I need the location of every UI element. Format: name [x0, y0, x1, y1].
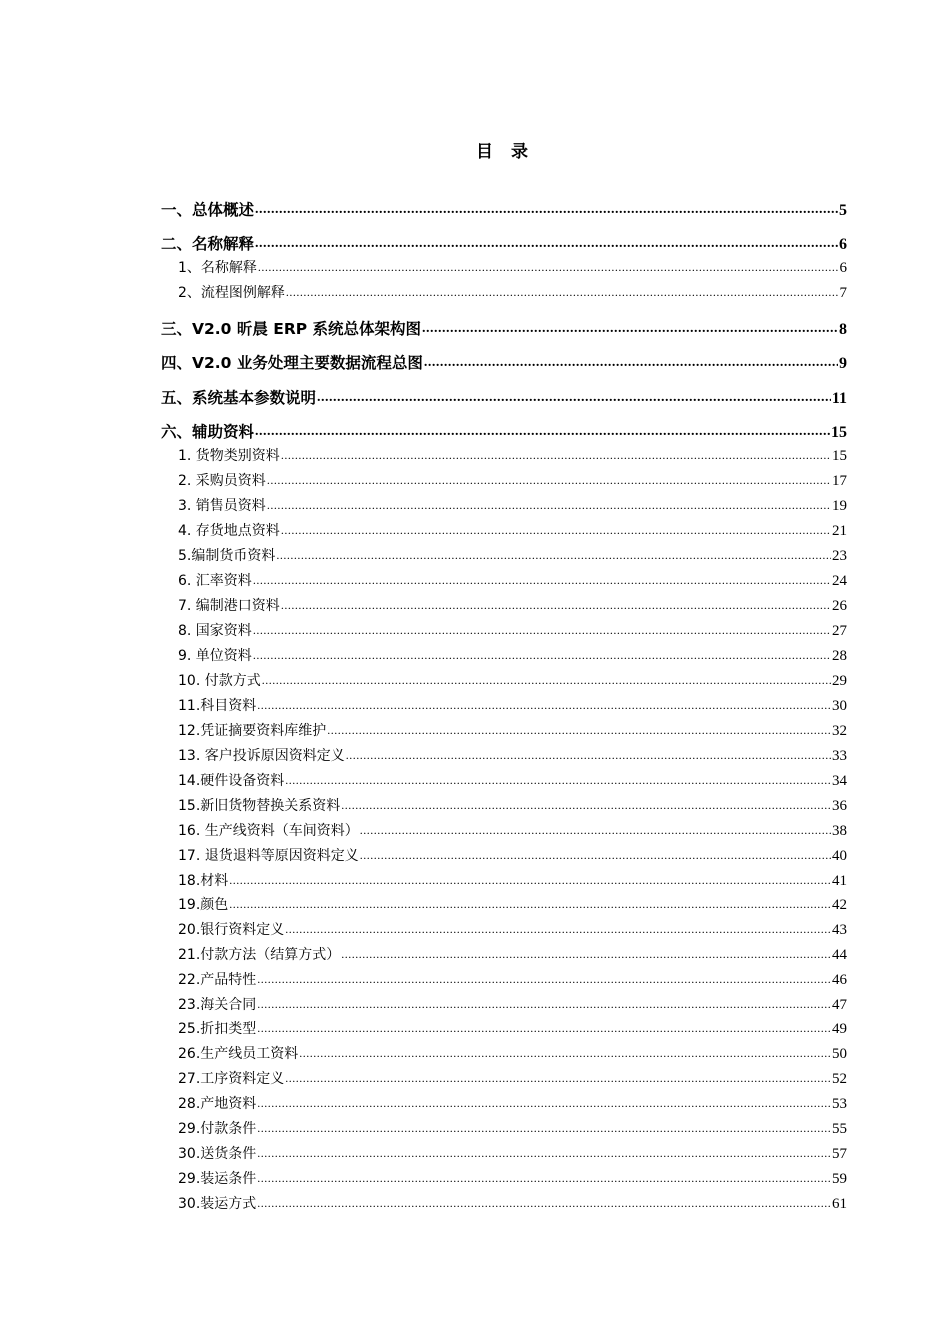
toc-entry[interactable] — [178, 545, 847, 565]
toc-entry-page-number: 26 — [832, 598, 847, 614]
toc-entry[interactable] — [178, 670, 847, 690]
toc-entry-page-number: 29 — [832, 673, 847, 689]
toc-entry-page-number: 42 — [832, 897, 847, 913]
toc-entry-label: 27.工序资料定义 — [178, 1071, 285, 1087]
toc-entry[interactable] — [178, 445, 847, 465]
toc-entry[interactable] — [161, 232, 847, 254]
toc-dot-leader — [257, 1119, 831, 1133]
toc-entry-label: 7. 编制港口资料 — [178, 598, 280, 614]
toc-entry[interactable] — [161, 351, 847, 373]
toc-entry[interactable] — [178, 520, 847, 540]
toc-entry[interactable] — [178, 695, 847, 715]
toc-entry[interactable] — [178, 1168, 847, 1188]
toc-dot-leader — [281, 521, 831, 535]
toc-entry[interactable] — [178, 495, 847, 515]
toc-entry-label: 二、名称解释 — [161, 235, 255, 253]
toc-entry[interactable] — [178, 1068, 847, 1088]
toc-entry-page-number: 21 — [832, 523, 847, 539]
toc-entry[interactable] — [178, 620, 847, 640]
toc-dot-leader — [281, 596, 831, 610]
toc-entry-label: 26.生产线员工资料 — [178, 1046, 299, 1062]
toc-entry[interactable] — [178, 720, 847, 740]
toc-entry-label: 9. 单位资料 — [178, 648, 252, 664]
toc-entry[interactable] — [161, 198, 847, 220]
toc-dot-leader — [257, 1144, 831, 1158]
toc-entry-page-number: 28 — [832, 648, 847, 664]
toc-entry[interactable] — [178, 257, 847, 277]
toc-dot-leader — [281, 446, 831, 460]
toc-entry-page-number: 34 — [832, 773, 847, 789]
toc-entry-page-number: 46 — [832, 972, 847, 988]
toc-entry-page-number: 50 — [832, 1046, 847, 1062]
toc-entry[interactable] — [178, 820, 847, 840]
toc-entry-label: 5.编制货币资料 — [178, 548, 276, 564]
toc-entry-label: 六、辅助资料 — [161, 423, 255, 441]
toc-dot-leader — [360, 821, 831, 835]
toc-entry[interactable] — [161, 420, 847, 442]
toc-dot-leader — [346, 746, 831, 760]
toc-dot-leader — [255, 422, 830, 438]
toc-entry-label: 23.海关合同 — [178, 997, 257, 1013]
toc-entry-label: 18.材料 — [178, 873, 229, 889]
toc-entry-label: 22.产品特性 — [178, 972, 257, 988]
toc-entry-page-number: 6 — [839, 236, 847, 253]
toc-entry-page-number: 6 — [839, 260, 847, 276]
toc-entry-page-number: 9 — [839, 355, 847, 372]
toc-entry-label: 2、流程图例解释 — [178, 285, 285, 301]
toc-dot-leader — [229, 871, 831, 885]
toc-entry[interactable] — [178, 994, 847, 1014]
toc-dot-leader — [257, 1094, 831, 1108]
toc-entry[interactable] — [178, 570, 847, 590]
toc-dot-leader — [285, 920, 831, 934]
toc-entry-page-number: 15 — [831, 424, 847, 441]
toc-entry-page-number: 17 — [832, 473, 847, 489]
toc-entry-page-number: 33 — [832, 748, 847, 764]
toc-entry-label: 4. 存货地点资料 — [178, 523, 280, 539]
toc-dot-leader — [285, 1069, 831, 1083]
toc-entry-label: 1、名称解释 — [178, 260, 257, 276]
toc-entry[interactable] — [178, 845, 847, 865]
toc-entry-page-number: 41 — [832, 873, 847, 889]
toc-entry-page-number: 32 — [832, 723, 847, 739]
toc-dot-leader — [299, 1044, 831, 1058]
toc-dot-leader — [327, 721, 831, 735]
toc-entry[interactable] — [178, 595, 847, 615]
toc-entry-label: 15.新旧货物替换关系资料 — [178, 798, 341, 814]
toc-entry-label: 16. 生产线资料（车间资料） — [178, 823, 359, 839]
toc-entry-page-number: 24 — [832, 573, 847, 589]
toc-dot-leader — [424, 353, 838, 369]
toc-entry[interactable] — [178, 969, 847, 989]
toc-entry-label: 20.银行资料定义 — [178, 922, 285, 938]
toc-dot-leader — [317, 388, 831, 404]
toc-entry-page-number: 19 — [832, 498, 847, 514]
toc-entry[interactable] — [178, 1093, 847, 1113]
toc-entry-label: 14.硬件设备资料 — [178, 773, 285, 789]
toc-entry-page-number: 47 — [832, 997, 847, 1013]
toc-entry-label: 2. 采购员资料 — [178, 473, 266, 489]
toc-entry-page-number: 23 — [832, 548, 847, 564]
toc-entry-page-number: 44 — [832, 947, 847, 963]
toc-entry-label: 19.颜色 — [178, 897, 229, 913]
toc-entry-page-number: 57 — [832, 1146, 847, 1162]
toc-entry-page-number: 7 — [839, 285, 847, 301]
toc-entry-label: 29.付款条件 — [178, 1121, 257, 1137]
toc-entry[interactable] — [178, 470, 847, 490]
toc-entry[interactable] — [178, 1118, 847, 1138]
toc-dot-leader — [257, 1194, 831, 1208]
toc-entry-label: 29.装运条件 — [178, 1171, 257, 1187]
toc-entry-page-number: 49 — [832, 1021, 847, 1037]
toc-entry-label: 13. 客户投诉原因资料定义 — [178, 748, 345, 764]
toc-dot-leader — [267, 496, 831, 510]
toc-entry-label: 25.折扣类型 — [178, 1021, 257, 1037]
toc-dot-leader — [257, 1019, 831, 1033]
toc-entry[interactable] — [178, 770, 847, 790]
toc-entry-page-number: 52 — [832, 1071, 847, 1087]
toc-entry[interactable] — [178, 795, 847, 815]
toc-entry-label: 三、V2.0 昕晨 ERP 系统总体架构图 — [161, 320, 422, 338]
toc-dot-leader — [341, 796, 831, 810]
toc-entry-page-number: 30 — [832, 698, 847, 714]
toc-entry[interactable] — [178, 894, 847, 914]
toc-entry-page-number: 15 — [832, 448, 847, 464]
toc-entry-page-number: 43 — [832, 922, 847, 938]
toc-entry-page-number: 40 — [832, 848, 847, 864]
toc-entry-page-number: 38 — [832, 823, 847, 839]
toc-entry[interactable] — [178, 1193, 847, 1213]
toc-entry-label: 17. 退货退料等原因资料定义 — [178, 848, 359, 864]
toc-entry-page-number: 8 — [839, 321, 847, 338]
toc-entry[interactable] — [178, 944, 847, 964]
toc-entry[interactable] — [178, 1018, 847, 1038]
toc-entry-page-number: 11 — [831, 390, 847, 407]
toc-entry-label: 3. 销售员资料 — [178, 498, 266, 514]
toc-dot-leader — [267, 471, 831, 485]
toc-entry-label: 10. 付款方式 — [178, 673, 261, 689]
toc-dot-leader — [253, 571, 831, 585]
toc-entry-page-number: 53 — [832, 1096, 847, 1112]
toc-entry-label: 6. 汇率资料 — [178, 573, 252, 589]
toc-dot-leader — [276, 546, 831, 560]
toc-dot-leader — [257, 1169, 831, 1183]
toc-entry[interactable] — [178, 1143, 847, 1163]
toc-dot-leader — [253, 621, 831, 635]
toc-entry-label: 21.付款方法（结算方式） — [178, 947, 341, 963]
toc-dot-leader — [255, 234, 838, 250]
toc-dot-leader — [285, 771, 831, 785]
toc-dot-leader — [360, 846, 831, 860]
toc-dot-leader — [257, 696, 831, 710]
toc-entry-page-number: 55 — [832, 1121, 847, 1137]
toc-entry[interactable] — [178, 1043, 847, 1063]
toc-entry-label: 30.送货条件 — [178, 1146, 257, 1162]
toc-dot-leader — [229, 895, 831, 909]
toc-dot-leader — [341, 945, 831, 959]
toc-entry-label: 11.科目资料 — [178, 698, 257, 714]
toc-entry-label: 1. 货物类别资料 — [178, 448, 280, 464]
toc-dot-leader — [258, 258, 839, 272]
toc-entry[interactable] — [178, 645, 847, 665]
toc-entry-label: 12.凭证摘要资料库维护 — [178, 723, 327, 739]
toc-entry-page-number: 27 — [832, 623, 847, 639]
toc-entry-label: 30.装运方式 — [178, 1196, 257, 1212]
toc-dot-leader — [262, 671, 831, 685]
toc-entry[interactable] — [161, 317, 847, 339]
toc-entry-label: 28.产地资料 — [178, 1096, 257, 1112]
toc-entry[interactable] — [178, 919, 847, 939]
toc-entry[interactable] — [178, 282, 847, 302]
toc-entry-page-number: 5 — [839, 202, 847, 219]
toc-entry-label: 四、V2.0 业务处理主要数据流程总图 — [161, 354, 423, 372]
toc-dot-leader — [286, 283, 839, 297]
toc-title: 目 录 — [476, 142, 534, 162]
toc-dot-leader — [253, 646, 831, 660]
toc-entry-label: 五、系统基本参数说明 — [161, 389, 317, 407]
toc-dot-leader — [257, 995, 831, 1009]
toc-entry[interactable] — [161, 386, 847, 408]
toc-entry-label: 8. 国家资料 — [178, 623, 252, 639]
toc-entry[interactable] — [178, 745, 847, 765]
toc-entry-label: 一、总体概述 — [161, 201, 255, 219]
toc-entry-page-number: 59 — [832, 1171, 847, 1187]
toc-dot-leader — [257, 970, 831, 984]
toc-dot-leader — [255, 200, 838, 216]
toc-entry-page-number: 36 — [832, 798, 847, 814]
toc-dot-leader — [422, 319, 838, 335]
toc-entry-page-number: 61 — [832, 1196, 847, 1212]
toc-entry[interactable] — [178, 870, 847, 890]
